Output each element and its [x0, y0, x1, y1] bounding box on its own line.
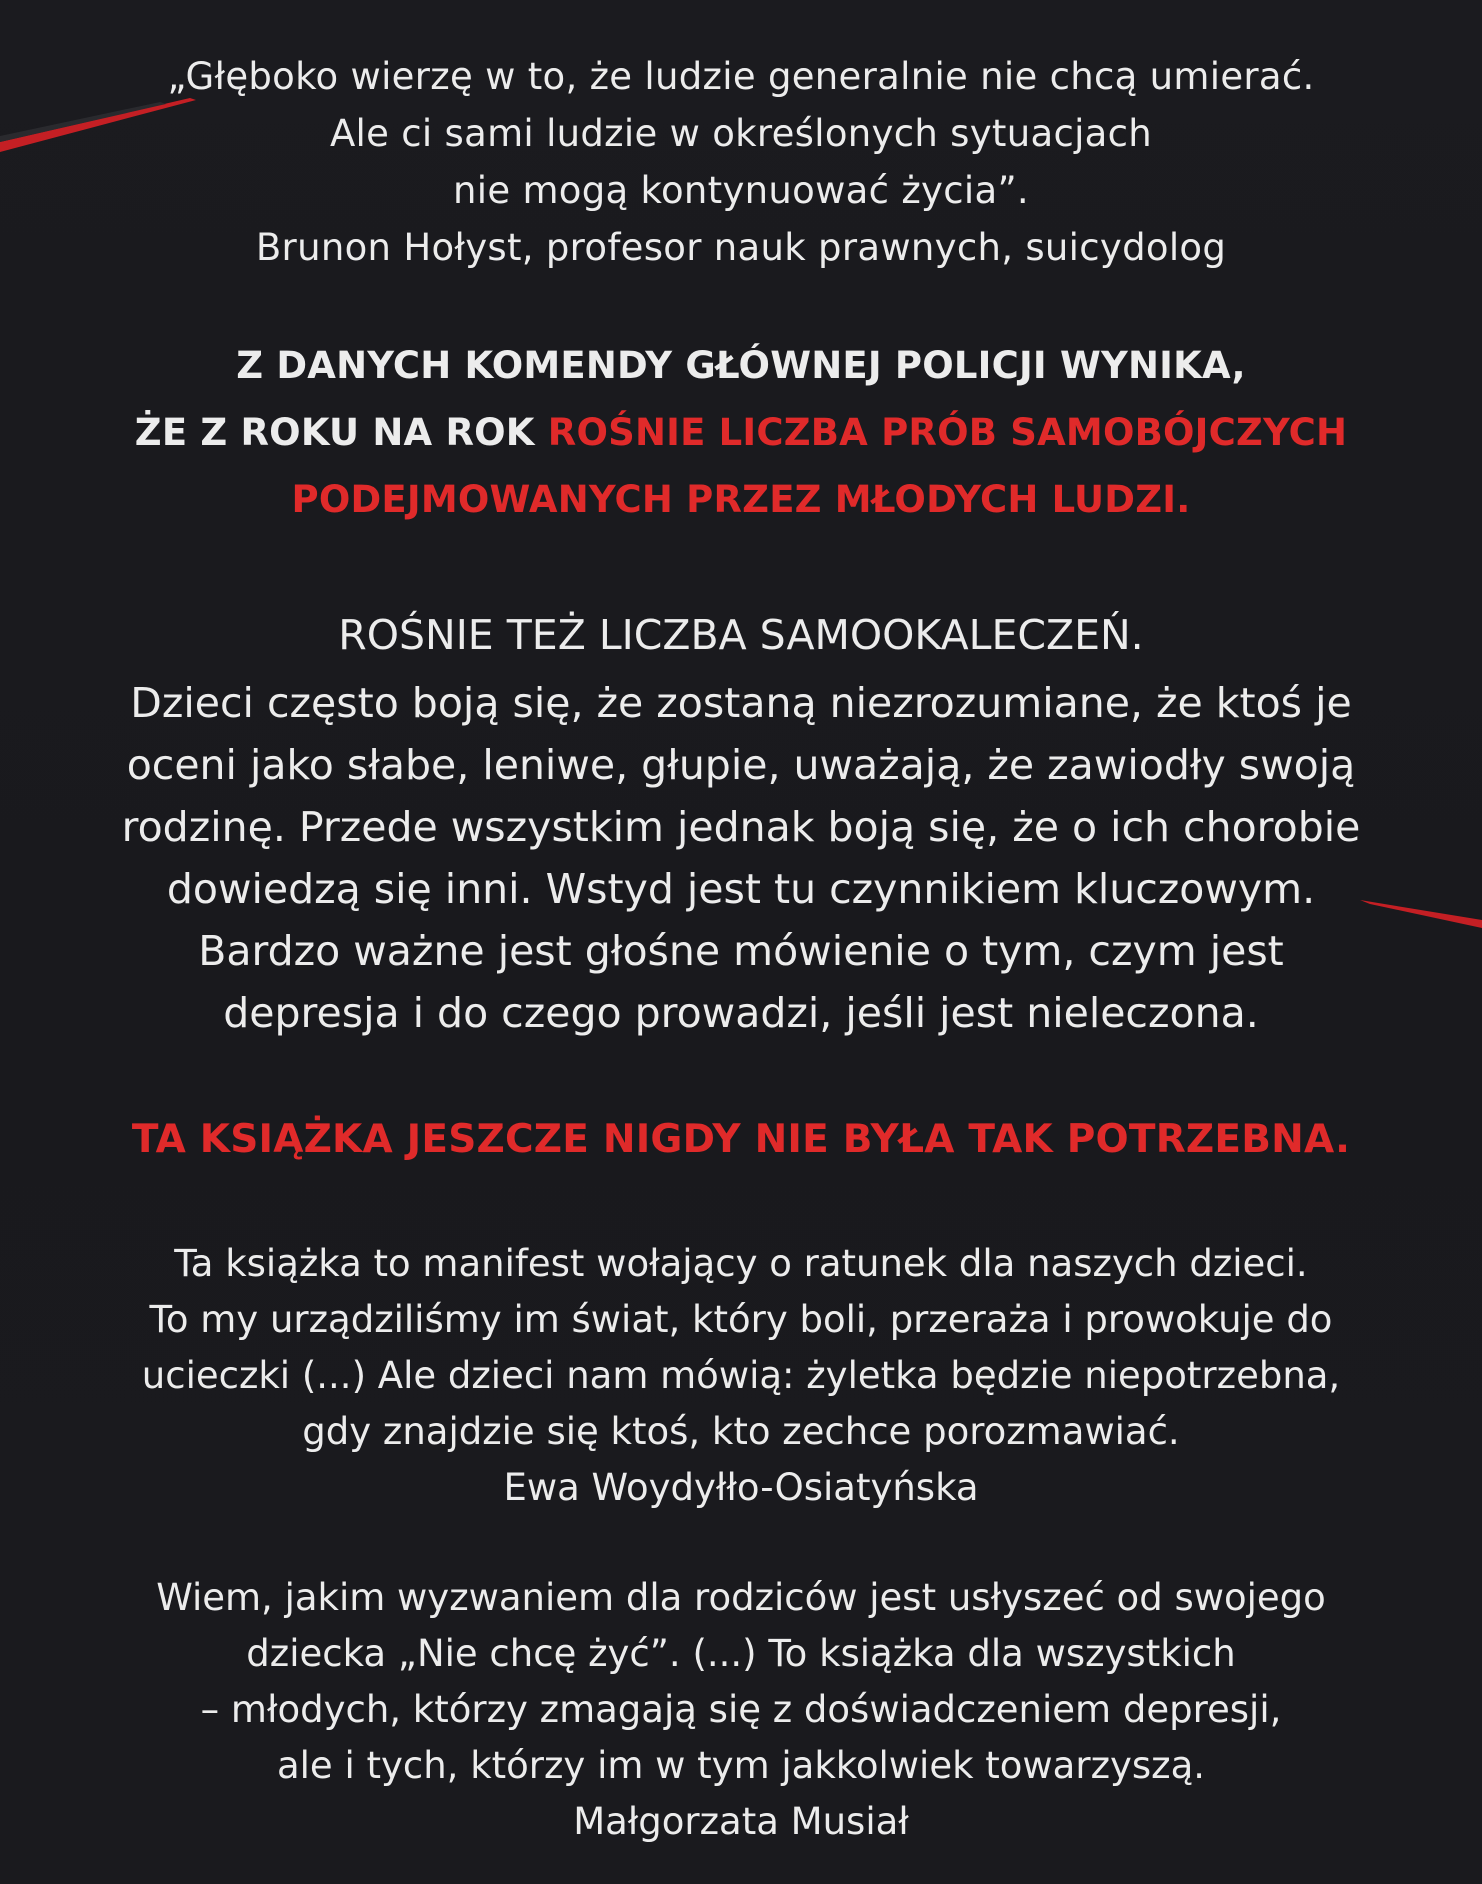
- tagline-block: [0, 1110, 1482, 1170]
- quote-line: nie mogą kontynuować życia”.: [453, 169, 1029, 212]
- quote-line: – młodych, którzy zmagają się z doświadczeniem depresji,: [200, 1688, 1282, 1731]
- quote-line: dziecka „Nie chcę żyć”. (...) To książka dla wszystkich: [246, 1632, 1236, 1675]
- body-line: rodzinę. Przede wszystkim jednak boją się, że o ich chorobie: [121, 803, 1361, 851]
- headline-statistics: [0, 332, 1482, 533]
- headline-line: Z DANYCH KOMENDY GŁÓWNEJ POLICJI WYNIKA,: [236, 344, 1246, 387]
- section-subhead: ROŚNIE TEŻ LICZBA SAMOOKALECZEŃ.: [338, 611, 1144, 659]
- body-line: depresja i do czego prowadzi, jeśli jest nieleczona.: [223, 989, 1259, 1037]
- quote-musial: [0, 1570, 1482, 1850]
- quote-author: Ewa Woydyłło-Osiatyńska: [503, 1466, 979, 1509]
- headline-red-text: ROŚNIE LICZBA PRÓB SAMOBÓJCZYCH: [547, 411, 1348, 454]
- quote-line: Ale ci sami ludzie w określonych sytuacjach: [329, 112, 1153, 155]
- quote-line: „Głęboko wierzę w to, że ludzie generalnie nie chcą umierać.: [167, 55, 1315, 98]
- quote-line: ucieczki (...) Ale dzieci nam mówią: żyletka będzie niepotrzebna,: [141, 1354, 1341, 1397]
- body-line: Bardzo ważne jest głośne mówienie o tym, czym jest: [198, 927, 1284, 975]
- quote-line: gdy znajdzie się ktoś, kto zechce porozmawiać.: [302, 1410, 1180, 1453]
- opening-quote: [0, 48, 1482, 276]
- headline-line: PODEJMOWANYCH PRZEZ MŁODYCH LUDZI.: [291, 478, 1191, 521]
- self-harm-section: [0, 604, 1482, 1044]
- quote-line: Ta książka to manifest wołający o ratunek dla naszych dzieci.: [174, 1242, 1308, 1285]
- quote-line: To my urządziliśmy im świat, który boli, przeraża i prowokuje do: [149, 1298, 1333, 1341]
- quote-line: Wiem, jakim wyzwaniem dla rodziców jest usłyszeć od swojego: [156, 1576, 1326, 1619]
- quote-woydyllo: [0, 1236, 1482, 1516]
- body-line: Dzieci często boją się, że zostaną niezrozumiane, że ktoś je: [130, 679, 1352, 727]
- headline-line: [0, 399, 1482, 466]
- headline-white-text: ŻE Z ROKU NA ROK: [134, 411, 548, 454]
- quote-line: ale i tych, którzy im w tym jakkolwiek towarzyszą.: [276, 1744, 1206, 1787]
- body-line: dowiedzą się inni. Wstyd jest tu czynnikiem kluczowym.: [166, 865, 1316, 913]
- quote-author: Małgorzata Musiał: [573, 1800, 909, 1843]
- body-line: oceni jako słabe, leniwe, głupie, uważają, że zawiodły swoją: [126, 741, 1356, 789]
- quote-author: Brunon Hołyst, profesor nauk prawnych, suicydolog: [255, 226, 1227, 269]
- tagline: TA KSIĄŻKA JESZCZE NIGDY NIE BYŁA TAK POTRZEBNA.: [131, 1117, 1351, 1162]
